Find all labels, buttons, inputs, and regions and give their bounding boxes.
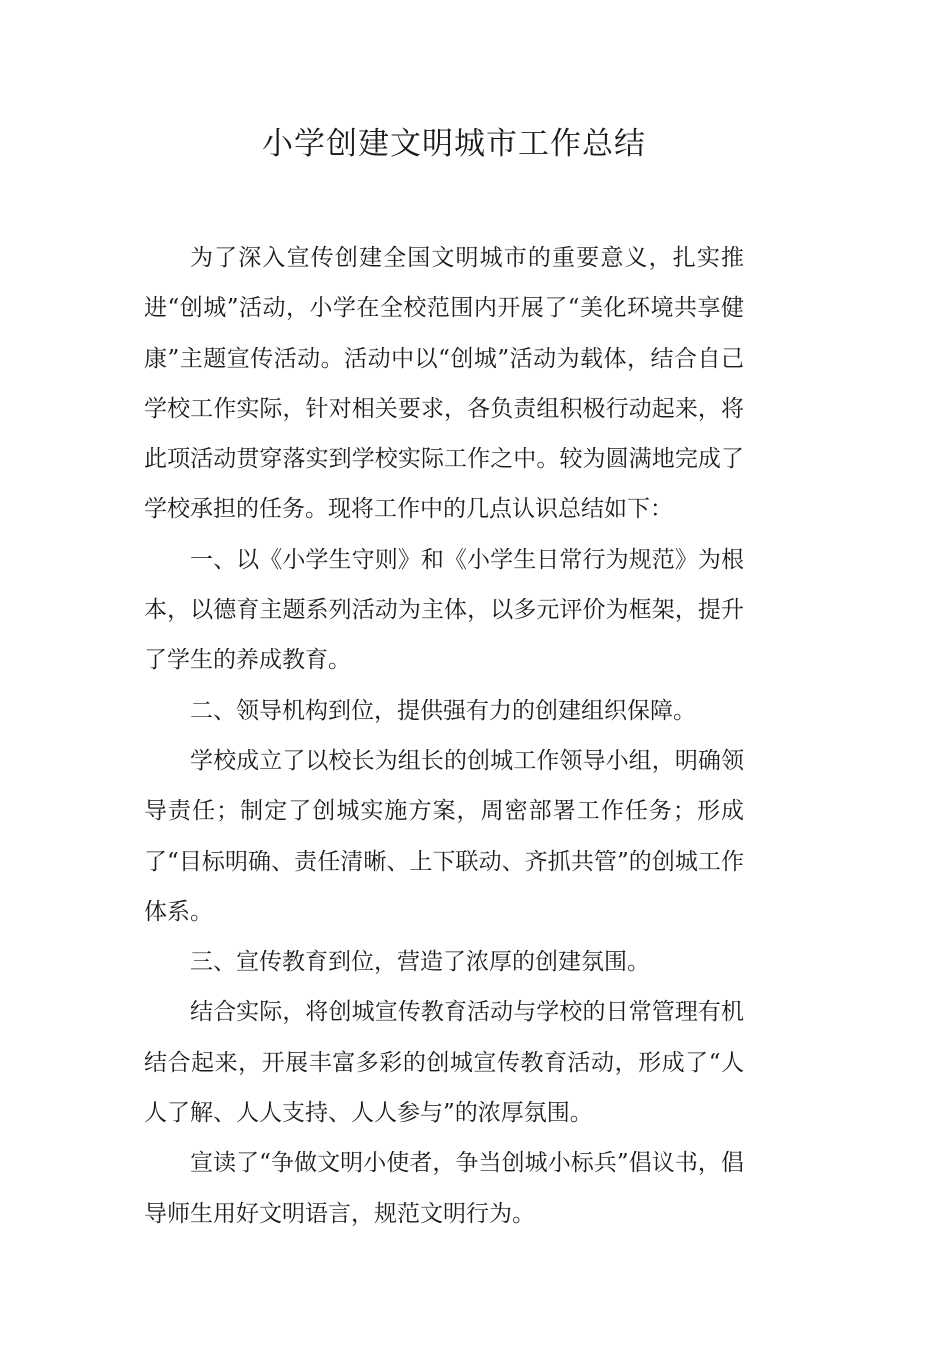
paragraph-point-three-heading: 三、宣传教育到位，营造了浓厚的创建氛围。 — [190, 949, 650, 976]
paragraph-point-two-heading: 二、领导机构到位，提供强有力的创建组织保障。 — [190, 697, 696, 724]
paragraph-point-one: 一、以《小学生守则》和《小学生日常行为规范》为根本，以德育主题系列活动为主体，以多元评价为框架，提升了学生的养成教育。 — [144, 546, 744, 674]
paragraph-proposal: 宣读了“争做文明小使者，争当创城小标兵”倡议书，倡导师生用好文明语言，规范文明行为。 — [144, 1150, 744, 1227]
paragraph-point-two-body: 学校成立了以校长为组长的创城工作领导小组，明确领导责任；制定了创城实施方案，周密部署工作任务；形成了“目标明确、责任清晰、上下联动、齐抓共管”的创城工作体系。 — [144, 747, 744, 925]
paragraph-intro: 为了深入宣传创建全国文明城市的重要意义，扎实推进“创城”活动，小学在全校范围内开展了“美化环境共享健康”主题宣传活动。活动中以“创城”活动为载体，结合自己学校工作实际，针对相关要求，各负责组积极行动起来，将此项活动贯穿落实到学校实际工作之中。较为圆满地完成了学校承担的任务。现将工作中的几点认识总结如下： — [144, 245, 744, 523]
document-body — [144, 233, 744, 1239]
document-title: 小学创建文明城市工作总结 — [262, 126, 646, 162]
paragraph-point-three-body: 结合实际，将创城宣传教育活动与学校的日常管理有机结合起来，开展丰富多彩的创城宣传教育活动，形成了“人人了解、人人支持、人人参与”的浓厚氛围。 — [144, 999, 744, 1127]
